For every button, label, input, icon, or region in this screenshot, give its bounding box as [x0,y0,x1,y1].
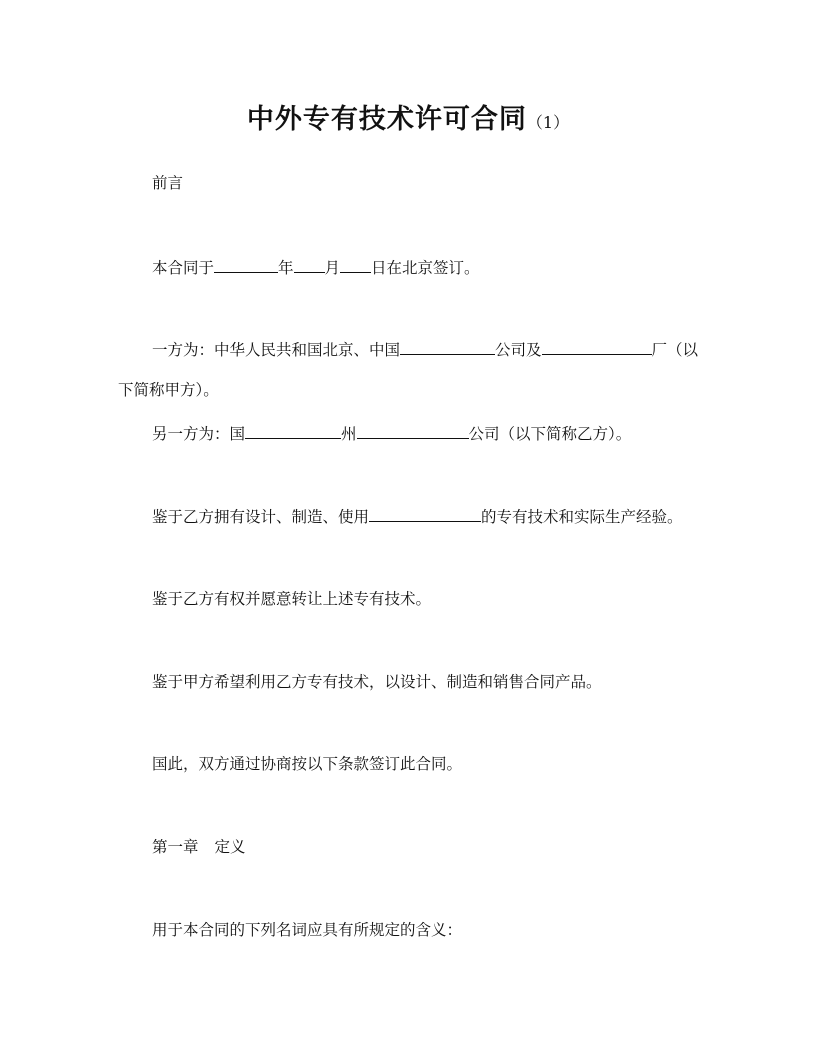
party-b-text-1: 另一方为：国 [152,425,246,443]
party-a-line [152,339,698,360]
title-suffix: （1） [526,113,570,132]
month-blank [294,257,325,273]
party-a-text-1: 一方为：中华人民共和国北京、中国 [152,341,401,359]
date-line-text-3: 月 [324,259,341,277]
party-b-country-blank [245,423,341,439]
chapter-1-heading [152,837,246,857]
chapter-1-name: 定义 [214,838,246,856]
date-line-text-1: 本合同于 [152,259,215,277]
whereas-1-product-blank [369,506,481,522]
party-a-text-3: 厂（以 [651,341,699,359]
party-b-state-blank [357,423,469,439]
whereas-1-line [152,506,683,527]
date-line [152,257,480,278]
chapter-1-number: 第一章 [152,838,199,856]
date-line-text-4: 日在北京签订。 [371,259,480,277]
party-b-text-2: 州 [341,425,357,443]
document-title [0,97,816,136]
whereas-3-line: 鉴于甲方希望利用乙方专有技术，以设计、制造和销售合同产品。 [152,673,602,691]
party-a-line-continued: 下简称甲方）。 [118,381,219,399]
party-a-company-blank [400,339,495,355]
party-a-factory-blank [542,339,652,355]
definitions-intro-line: 用于本合同的下列名词应具有所规定的含义： [152,921,463,939]
year-blank [214,257,278,273]
party-b-line [152,423,631,444]
whereas-1-text-1: 鉴于乙方拥有设计、制造、使用 [152,508,370,526]
whereas-1-text-2: 的专有技术和实际生产经验。 [481,508,683,526]
party-a-text-2: 公司及 [495,341,542,359]
day-blank [340,257,371,273]
therefore-line: 国此，双方通过协商按以下条款签订此合同。 [152,755,463,773]
party-b-text-3: 公司（以下简称乙方）。 [468,425,632,443]
preface-heading: 前言 [152,174,184,192]
whereas-2-line: 鉴于乙方有权并愿意转让上述专有技术。 [152,590,432,608]
title-text: 中外专有技术许可合同 [246,104,527,135]
date-line-text-2: 年 [278,259,294,277]
